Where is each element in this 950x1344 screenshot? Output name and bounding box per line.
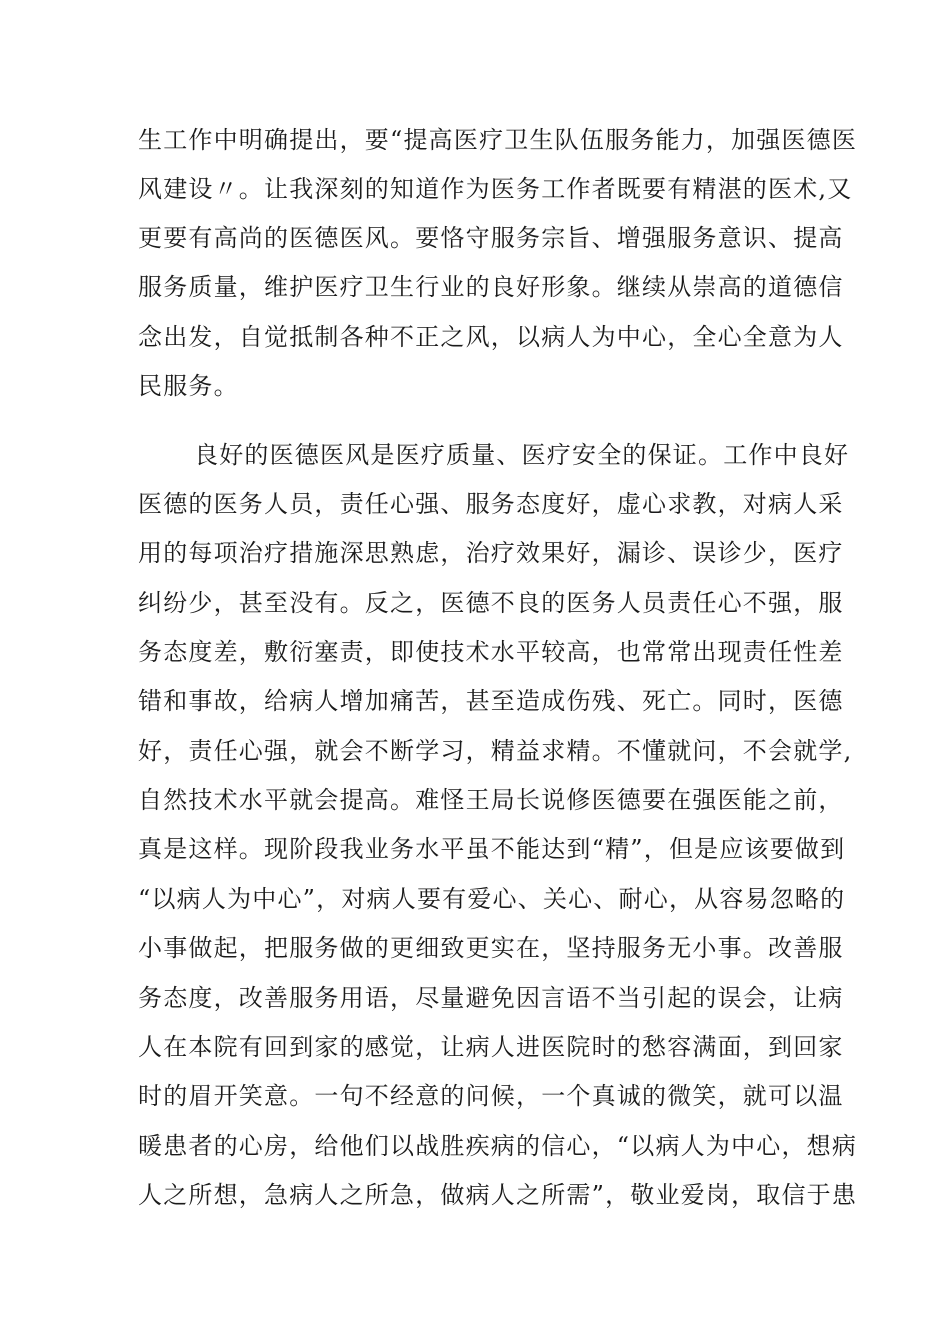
text-line: 风建设〃。让我深刻的知道作为医务工作者既要有精湛的医术,又 bbox=[138, 175, 853, 203]
text-line: 医德的医务人员，责任心强、服务态度好，虚心求教，对病人采 bbox=[138, 490, 844, 518]
text-line: 人在本院有回到家的感觉，让病人进医院时的愁容满面，到回家 bbox=[138, 1033, 844, 1061]
text-line: 民服务。 bbox=[138, 372, 239, 400]
text-line: 暖患者的心房，给他们以战胜疾病的信心，“以病人为中心，想病 bbox=[138, 1132, 858, 1160]
text-line: 更要有高尚的医德医风。要恪守服务宗旨、增强服务意识、提高 bbox=[138, 224, 844, 252]
text-line: 务态度，改善服务用语，尽量避免因言语不当引起的误会，让病 bbox=[138, 984, 844, 1012]
text-line: 好，责任心强，就会不断学习，精益求精。不懂就问，不会就学, bbox=[138, 737, 853, 765]
text-line: 服务质量，维护医疗卫生行业的良好形象。继续从崇高的道德信 bbox=[138, 273, 844, 301]
text-line: 纠纷少，甚至没有。反之，医德不良的医务人员责任心不强，服 bbox=[138, 589, 844, 617]
text-line: 时的眉开笑意。一句不经意的问候，一个真诚的微笑，就可以温 bbox=[138, 1082, 844, 1110]
text-line: 真是这样。现阶段我业务水平虽不能达到“精”，但是应该要做到 bbox=[138, 835, 846, 863]
text-line: 良好的医德医风是医疗质量、医疗安全的保证。工作中良好 bbox=[194, 441, 850, 469]
text-line: 用的每项治疗措施深思熟虑，治疗效果好，漏诊、误诊少，医疗 bbox=[138, 539, 844, 567]
text-line: 生工作中明确提出，要“提高医疗卫生队伍服务能力，加强医德医 bbox=[138, 126, 858, 154]
text-line: “以病人为中心”，对病人要有爱心、关心、耐心，从容易忽略的 bbox=[138, 885, 846, 913]
text-line: 自然技术水平就会提高。难怪王局长说修医德要在强医能之前， bbox=[138, 786, 844, 814]
text-line: 错和事故，给病人增加痛苦，甚至造成伤残、死亡。同时，医德 bbox=[138, 687, 844, 715]
text-line: 念出发，自觉抵制各种不正之风，以病人为中心，全心全意为人 bbox=[138, 323, 844, 351]
text-line: 务态度差，敷衍塞责，即使技术水平较高，也常常出现责任性差 bbox=[138, 638, 844, 666]
text-line: 人之所想，急病人之所急，做病人之所需”，敬业爱岗，取信于患 bbox=[138, 1181, 858, 1209]
text-line: 小事做起，把服务做的更细致更实在，坚持服务无小事。改善服 bbox=[138, 934, 844, 962]
